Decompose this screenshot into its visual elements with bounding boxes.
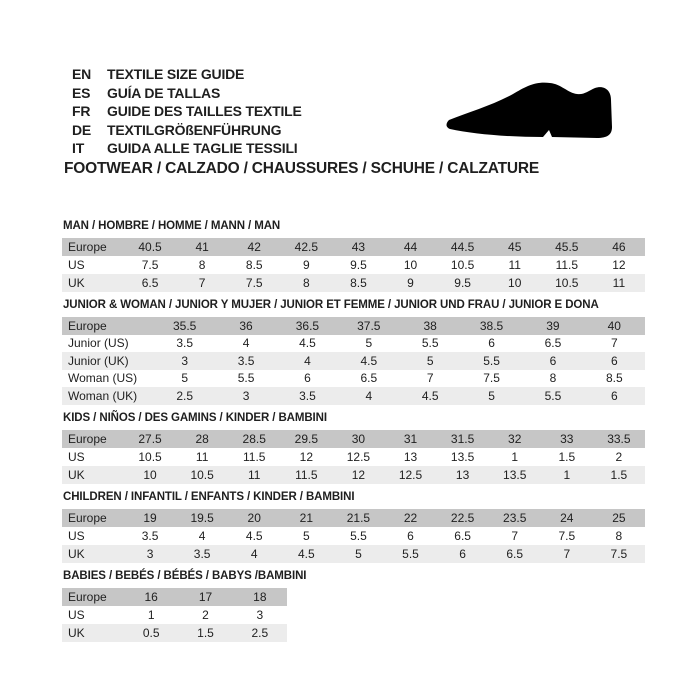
size-cell: 4.5	[299, 336, 316, 351]
language-row-fr	[72, 102, 302, 121]
size-cell: 7	[426, 371, 434, 386]
size-cell: 5.5	[350, 528, 367, 543]
size-cell: 18	[253, 589, 267, 604]
size-cell: 24	[560, 510, 574, 525]
size-cell: 13	[403, 449, 418, 464]
section-junior-woman	[62, 298, 652, 405]
table-header-row	[62, 588, 287, 606]
size-cell: 20	[247, 510, 261, 525]
row-label: US	[68, 258, 85, 272]
size-cell: 36.5	[295, 318, 320, 333]
size-cell: 5	[355, 546, 362, 561]
size-cell: 1.5	[197, 625, 214, 640]
row-label: Woman (US)	[68, 371, 138, 386]
size-cell: 12	[299, 449, 313, 464]
size-cell: 7.5	[141, 258, 159, 272]
section-title-junior-woman: JUNIOR & WOMAN / JUNIOR Y MUJER / JUNIOR ET FEMME / JUNIOR UND FRAU / JUNIOR E DONA	[63, 299, 599, 311]
row-label: Europe	[68, 510, 107, 525]
size-cell: 44.5	[450, 240, 475, 254]
table-row	[62, 370, 645, 388]
size-table-kids	[62, 430, 645, 484]
language-label: GUIDA ALLE TAGLIE TESSILI	[107, 140, 298, 157]
language-row-en	[72, 65, 302, 84]
size-cell: 40.5	[138, 240, 162, 254]
size-cell: 39	[546, 318, 560, 333]
size-cell: 9.5	[350, 258, 367, 272]
language-code: ES	[72, 84, 91, 101]
row-label: UK	[68, 467, 85, 482]
size-cell: 10.5	[555, 276, 579, 290]
section-title-man: MAN / HOMBRE / HOMME / MANN / MAN	[63, 220, 281, 232]
size-cell: 6	[304, 371, 311, 386]
size-cell: 3.5	[176, 336, 194, 351]
size-cell: 6	[610, 388, 618, 403]
language-code: IT	[72, 140, 85, 157]
size-cell: 31	[403, 431, 418, 446]
size-cell: 3.5	[193, 546, 211, 561]
size-cell: 43	[351, 240, 366, 254]
size-cell: 5.5	[402, 546, 419, 561]
size-cell: 1	[563, 467, 571, 482]
size-cell: 40	[607, 318, 621, 333]
size-cell: 21	[299, 510, 313, 525]
size-cell: 7.5	[245, 276, 263, 290]
size-cell: 32	[508, 431, 522, 446]
size-cell: 45	[508, 240, 522, 254]
row-label: Europe	[68, 318, 107, 333]
size-cell: 1	[147, 607, 155, 622]
row-label: UK	[68, 625, 85, 640]
size-cell: 3.5	[141, 528, 159, 543]
size-cell: 22	[403, 510, 418, 525]
size-cell: 4	[304, 353, 311, 368]
size-cell: 6.5	[544, 336, 562, 351]
row-label: US	[68, 449, 85, 464]
size-cell: 11	[195, 449, 209, 464]
section-title-kids: KIDS / NIÑOS / DES GAMINS / KINDER / BAMBINI	[63, 411, 327, 424]
row-label: UK	[68, 546, 85, 561]
size-cell: 27.5	[138, 431, 162, 446]
size-cell: 2.5	[176, 388, 194, 403]
size-cell: 7	[610, 336, 618, 351]
size-cell: 8	[302, 276, 310, 290]
row-label: US	[68, 607, 85, 622]
size-table-man	[62, 238, 645, 292]
size-cell: 38.5	[479, 318, 504, 333]
size-cell: 12.5	[398, 467, 423, 482]
size-cell: 13	[455, 467, 470, 482]
size-cell: 9	[407, 276, 414, 290]
table-row	[62, 448, 645, 466]
size-cell: 46	[612, 240, 626, 254]
size-cell: 8.5	[350, 276, 367, 290]
size-cell: 6	[549, 353, 557, 368]
size-cell: 11.5	[555, 258, 579, 272]
size-cell: 8.5	[245, 258, 263, 272]
table-row	[62, 466, 645, 484]
size-cell: 10.5	[138, 449, 162, 464]
size-cell: 17	[198, 589, 213, 604]
category-heading: FOOTWEAR / CALZADO / CHAUSSURES / SCHUHE / CALZATURE	[64, 160, 539, 177]
language-label: TEXTILGRÖßENFÜHRUNG	[107, 121, 282, 138]
language-label: GUÍA DE TALLAS	[107, 84, 221, 101]
size-cell: 13.5	[450, 449, 475, 464]
section-title-children: CHILDREN / INFANTIL / ENFANTS / KINDER / BAMBINI	[63, 490, 355, 503]
size-cell: 6.5	[360, 371, 378, 386]
size-cell: 7.5	[610, 546, 628, 561]
size-cell: 6	[610, 353, 618, 368]
section-babies	[62, 569, 652, 642]
size-cell: 1.5	[610, 467, 628, 482]
size-tables	[62, 219, 652, 648]
size-cell: 9	[302, 258, 310, 272]
language-row-de	[72, 121, 302, 140]
size-cell: 28.5	[242, 431, 266, 446]
size-cell: 42	[247, 240, 261, 254]
size-cell: 38	[423, 318, 437, 333]
size-cell: 5.5	[544, 388, 562, 403]
table-row	[62, 274, 645, 292]
table-row	[62, 352, 645, 370]
size-cell: 11.5	[295, 467, 318, 482]
section-title-babies: BABIES / BEBÉS / BÉBÉS / BABYS /BAMBINI	[63, 569, 307, 582]
size-cell: 5	[181, 371, 189, 386]
size-cell: 19	[143, 510, 157, 525]
size-cell: 5	[302, 528, 310, 543]
size-cell: 28	[195, 431, 209, 446]
size-cell: 6	[488, 336, 495, 351]
size-cell: 5	[488, 388, 495, 403]
size-cell: 7	[511, 528, 519, 543]
size-cell: 23.5	[503, 510, 527, 525]
size-cell: 33	[560, 431, 574, 446]
table-header-row	[62, 430, 645, 448]
size-cell: 8	[549, 371, 557, 386]
size-cell: 10.5	[190, 467, 214, 482]
size-cell: 5	[365, 336, 373, 351]
size-cell: 6.5	[506, 546, 524, 561]
size-cell: 30	[351, 431, 366, 446]
size-cell: 11	[248, 467, 261, 482]
size-cell: 4	[242, 336, 250, 351]
size-cell: 4.5	[421, 388, 439, 403]
size-cell: 11.5	[243, 449, 266, 464]
size-cell: 1	[511, 449, 519, 464]
size-cell: 7.5	[558, 528, 576, 543]
size-cell: 3	[256, 607, 264, 622]
size-cell: 8.5	[605, 371, 623, 386]
size-cell: 22.5	[450, 510, 475, 525]
row-label: UK	[68, 276, 85, 290]
size-cell: 10.5	[450, 258, 475, 272]
size-cell: 9.5	[454, 276, 471, 290]
size-cell: 7	[563, 546, 571, 561]
language-row-it	[72, 139, 302, 158]
size-cell: 3	[181, 353, 189, 368]
language-code: FR	[72, 103, 91, 120]
section-man	[62, 219, 652, 292]
size-cell: 31.5	[450, 431, 475, 446]
table-header-row	[62, 317, 645, 335]
size-cell: 3	[242, 388, 250, 403]
size-cell: 4	[250, 546, 258, 561]
size-cell: 6.5	[454, 528, 471, 543]
row-label: US	[68, 528, 85, 543]
table-header-row	[62, 238, 645, 256]
size-cell: 11	[612, 276, 626, 290]
size-cell: 0.5	[142, 625, 160, 640]
size-cell: 45.5	[555, 240, 579, 254]
row-label: Europe	[68, 240, 107, 254]
section-children	[62, 490, 652, 563]
size-cell: 41	[195, 240, 209, 254]
dress-shoe-icon	[444, 78, 622, 144]
size-cell: 5	[426, 353, 434, 368]
size-cell: 44	[403, 240, 418, 254]
size-cell: 4.5	[360, 353, 378, 368]
size-cell: 6.5	[141, 276, 159, 290]
table-row	[62, 527, 645, 545]
language-row-es	[72, 84, 302, 103]
size-cell: 7	[198, 276, 206, 290]
size-cell: 42.5	[294, 240, 318, 254]
size-cell: 7.5	[483, 371, 500, 386]
row-label: Europe	[68, 431, 107, 446]
size-cell: 8	[198, 258, 206, 272]
size-cell: 10	[143, 467, 157, 482]
size-cell: 4	[365, 388, 373, 403]
language-label: TEXTILE SIZE GUIDE	[107, 66, 245, 83]
size-cell: 11	[508, 258, 521, 272]
size-table-junior-woman	[62, 317, 645, 405]
table-row	[62, 545, 645, 563]
table-row	[62, 256, 645, 274]
row-label: Woman (UK)	[68, 388, 138, 403]
size-cell: 4	[198, 528, 206, 543]
language-label: GUIDE DES TAILLES TEXTILE	[107, 103, 302, 120]
size-cell: 3.5	[237, 353, 255, 368]
size-cell: 8	[615, 528, 623, 543]
size-cell: 21.5	[346, 510, 371, 525]
size-cell: 3.5	[299, 388, 316, 403]
size-cell: 33.5	[607, 431, 631, 446]
size-cell: 13.5	[503, 467, 527, 482]
row-label: Junior (UK)	[68, 353, 129, 368]
language-code: DE	[72, 121, 92, 138]
table-row	[62, 606, 287, 624]
size-cell: 6	[407, 528, 414, 543]
size-cell: 5.5	[421, 336, 439, 351]
row-label: Junior (US)	[68, 336, 129, 351]
size-cell: 37.5	[357, 318, 381, 333]
size-cell: 12.5	[346, 449, 371, 464]
size-cell: 16	[144, 589, 158, 604]
size-cell: 29.5	[294, 431, 318, 446]
size-table-children	[62, 509, 645, 563]
size-cell: 2	[202, 607, 209, 622]
size-cell: 2	[615, 449, 623, 464]
size-cell: 3	[146, 546, 154, 561]
size-cell: 4.5	[245, 528, 263, 543]
size-cell: 36	[239, 318, 253, 333]
table-row	[62, 335, 645, 353]
size-cell: 10	[508, 276, 522, 290]
size-cell: 5.5	[237, 371, 255, 386]
table-header-row	[62, 509, 645, 527]
size-table-babies	[62, 588, 287, 642]
size-cell: 6	[459, 546, 466, 561]
language-list	[72, 65, 302, 158]
size-cell: 4.5	[297, 546, 315, 561]
language-code: EN	[72, 66, 92, 83]
size-cell: 2.5	[251, 625, 269, 640]
table-row	[62, 624, 287, 642]
table-row	[62, 387, 645, 405]
size-cell: 25	[612, 510, 626, 525]
row-label: Europe	[68, 589, 107, 604]
size-cell: 12	[351, 467, 366, 482]
size-cell: 5.5	[483, 353, 500, 368]
size-cell: 19.5	[190, 510, 214, 525]
size-cell: 12	[612, 258, 626, 272]
size-cell: 10	[403, 258, 418, 272]
size-cell: 35.5	[173, 318, 197, 333]
size-cell: 1.5	[558, 449, 576, 464]
section-kids	[62, 411, 652, 484]
